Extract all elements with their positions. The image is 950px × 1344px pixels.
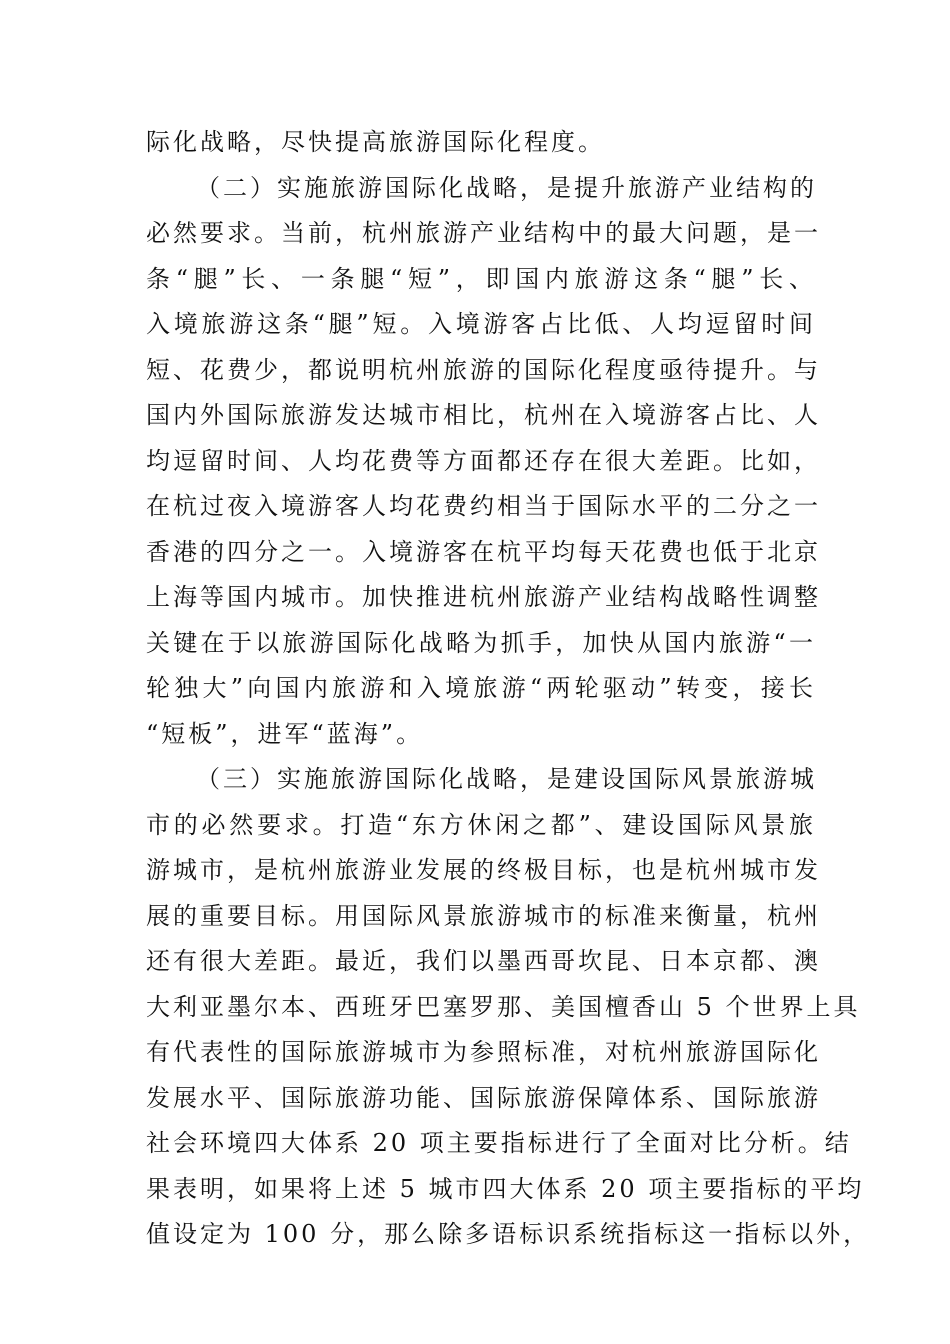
text-line: 社会环境四大体系 20 项主要指标进行了全面对比分析。结 (146, 1129, 852, 1157)
text-line: （二）实施旅游国际化战略，是提升旅游产业结构的 (196, 173, 817, 202)
text-line: 还有很大差距。最近，我们以墨西哥坎昆、日本京都、澳 (146, 947, 821, 975)
text-line: “短板”，进军“蓝海”。 (146, 719, 424, 748)
text-line: 际化战略，尽快提高旅游国际化程度。 (146, 128, 605, 156)
text-line: 均逗留时间、人均花费等方面都还存在很大差距。比如， (146, 446, 821, 475)
text-line: 条“腿”长、一条腿“短”，即国内旅游这条“腿”长、 (146, 264, 816, 293)
text-line: 游城市，是杭州旅游业发展的终极目标，也是杭州城市发 (146, 856, 821, 884)
text-line: 大利亚墨尔本、西班牙巴塞罗那、美国檀香山 5 个世界上具 (146, 992, 861, 1021)
text-line: 在杭过夜入境游客人均花费约相当于国际水平的二分之一 (146, 492, 821, 520)
text-line: 发展水平、国际旅游功能、国际旅游保障体系、国际旅游 (146, 1083, 821, 1112)
text-line: 展的重要目标。用国际风景旅游城市的标准来衡量，杭州 (146, 901, 821, 930)
paragraph-continuation (146, 120, 816, 166)
text-line: 必然要求。当前，杭州旅游产业结构中的最大问题，是一 (146, 219, 821, 247)
paragraph-section-2 (146, 166, 821, 758)
text-line: 国内外国际旅游发达城市相比，杭州在入境游客占比、人 (146, 401, 821, 429)
text-line: 果表明，如果将上述 5 城市四大体系 20 项主要指标的平均 (146, 1174, 865, 1203)
text-line: 香港的四分之一。入境游客在杭平均每天花费也低于北京 (146, 537, 821, 566)
body-text (146, 120, 871, 1258)
text-line: 短、花费少，都说明杭州旅游的国际化程度亟待提升。与 (146, 355, 821, 384)
text-line: 市的必然要求。打造“东方休闲之都”、建设国际风景旅 (146, 810, 816, 839)
text-line: 入境旅游这条“腿”短。入境游客占比低、人均逗留时间 (146, 310, 816, 338)
text-line: 轮独大”向国内旅游和入境旅游“两轮驱动”转变，接长 (146, 674, 816, 702)
text-line: 关键在于以旅游国际化战略为抓手，加快从国内旅游“一 (146, 628, 816, 657)
text-line: 有代表性的国际旅游城市为参照标准，对杭州旅游国际化 (146, 1038, 821, 1066)
paragraph-section-3 (146, 757, 871, 1258)
text-line: （三）实施旅游国际化战略，是建设国际风景旅游城 (196, 765, 817, 793)
text-line: 上海等国内城市。加快推进杭州旅游产业结构战略性调整 (146, 583, 821, 611)
text-line: 值设定为 100 分，那么除多语标识系统指标这一指标以外， (146, 1220, 871, 1248)
